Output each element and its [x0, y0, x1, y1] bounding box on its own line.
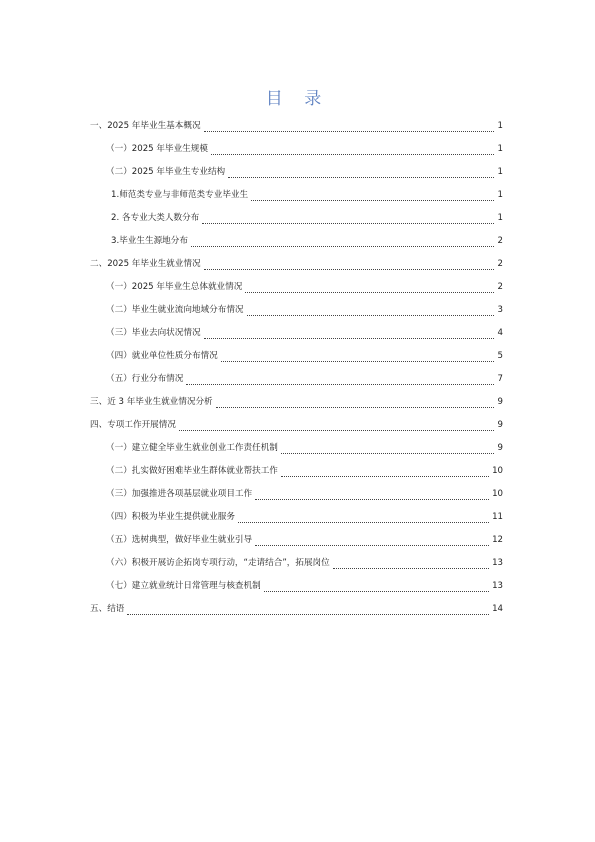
toc-entry-text: （一）2025 年毕业生规模 — [106, 144, 208, 154]
dot-leader — [216, 406, 494, 408]
toc-entry-page-number: 4 — [497, 328, 503, 338]
toc-entry-page-number: 2 — [497, 236, 503, 246]
table-of-contents — [90, 116, 503, 622]
dot-leader — [281, 452, 494, 454]
toc-entry-page-number: 9 — [497, 420, 503, 430]
toc-entry[interactable] — [90, 185, 503, 208]
toc-entry-page-number: 13 — [492, 558, 503, 568]
toc-entry[interactable] — [90, 576, 503, 599]
dot-leader — [255, 498, 489, 500]
toc-entry-page-number: 2 — [497, 259, 503, 269]
dot-leader — [179, 429, 494, 431]
dot-leader — [238, 521, 489, 523]
toc-entry-text: （二）2025 年毕业生专业结构 — [106, 167, 226, 177]
toc-entry-text: 二、2025 年毕业生就业情况 — [90, 259, 201, 269]
toc-entry-text: （一）建立健全毕业生就业创业工作责任机制 — [106, 443, 278, 453]
toc-entry-page-number: 5 — [497, 351, 503, 361]
dot-leader — [204, 337, 494, 339]
toc-entry-page-number: 13 — [492, 581, 503, 591]
toc-entry-text: 2. 各专业大类人数分布 — [111, 213, 200, 223]
dot-leader — [191, 245, 494, 247]
toc-entry-text: （一）2025 年毕业生总体就业情况 — [106, 282, 243, 292]
dot-leader — [211, 153, 494, 155]
toc-entry-text: 1.师范类专业与非师范类专业毕业生 — [111, 190, 249, 200]
toc-entry-text: （五）选树典型，做好毕业生就业引导 — [106, 535, 253, 545]
toc-entry[interactable] — [90, 208, 503, 231]
dot-leader — [127, 613, 489, 615]
toc-entry-page-number: 3 — [497, 305, 503, 315]
toc-entry-text: （五）行业分布情况 — [106, 374, 184, 384]
toc-entry[interactable] — [90, 530, 503, 553]
toc-entry-text: 五、结语 — [90, 604, 125, 614]
toc-entry[interactable] — [90, 254, 503, 277]
toc-entry-page-number: 14 — [492, 604, 503, 614]
toc-entry-page-number: 1 — [497, 190, 503, 200]
toc-entry-page-number: 1 — [497, 121, 503, 131]
toc-entry[interactable] — [90, 438, 503, 461]
toc-entry-text: （四）积极为毕业生提供就业服务 — [106, 512, 235, 522]
dot-leader — [202, 222, 494, 224]
toc-entry[interactable] — [90, 139, 503, 162]
toc-entry-page-number: 9 — [497, 397, 503, 407]
toc-entry-page-number: 1 — [497, 213, 503, 223]
toc-title: 目 录 — [265, 89, 330, 109]
toc-entry-page-number: 12 — [492, 535, 503, 545]
toc-entry-text: （二）毕业生就业流向地域分布情况 — [106, 305, 244, 315]
toc-entry[interactable] — [90, 277, 503, 300]
dot-leader — [228, 176, 494, 178]
toc-entry-text: 一、2025 年毕业生基本概况 — [90, 121, 201, 131]
toc-entry-text: （七）建立就业统计日常管理与核查机制 — [106, 581, 261, 591]
toc-entry-page-number: 2 — [497, 282, 503, 292]
toc-entry-page-number: 7 — [497, 374, 503, 384]
dot-leader — [221, 360, 494, 362]
toc-entry-page-number: 9 — [497, 443, 503, 453]
dot-leader — [247, 314, 494, 316]
dot-leader — [245, 291, 494, 293]
toc-entry-page-number: 10 — [492, 466, 503, 476]
toc-entry[interactable] — [90, 553, 503, 576]
dot-leader — [251, 199, 494, 201]
toc-entry-page-number: 11 — [492, 512, 503, 522]
toc-entry-text: （三）毕业去向状况情况 — [106, 328, 201, 338]
toc-entry[interactable] — [90, 369, 503, 392]
toc-entry[interactable] — [90, 461, 503, 484]
toc-entry[interactable] — [90, 300, 503, 323]
toc-entry[interactable] — [90, 162, 503, 185]
toc-entry-page-number: 1 — [497, 144, 503, 154]
toc-entry-page-number: 10 — [492, 489, 503, 499]
toc-entry-text: 四、专项工作开展情况 — [90, 420, 176, 430]
toc-entry-text: （四）就业单位性质分布情况 — [106, 351, 218, 361]
toc-entry[interactable] — [90, 392, 503, 415]
toc-entry[interactable] — [90, 484, 503, 507]
dot-leader — [204, 268, 494, 270]
dot-leader — [333, 567, 489, 569]
dot-leader — [281, 475, 489, 477]
toc-entry[interactable] — [90, 116, 503, 139]
dot-leader — [204, 130, 494, 132]
dot-leader — [264, 590, 489, 592]
toc-entry-text: （六）积极开展访企拓岗专项行动，“走请结合”，拓展岗位 — [106, 558, 330, 568]
toc-entry[interactable] — [90, 231, 503, 254]
toc-entry[interactable] — [90, 507, 503, 530]
dot-leader — [186, 383, 494, 385]
toc-entry[interactable] — [90, 599, 503, 622]
toc-entry-page-number: 1 — [497, 167, 503, 177]
dot-leader — [255, 544, 489, 546]
toc-entry[interactable] — [90, 346, 503, 369]
toc-entry[interactable] — [90, 323, 503, 346]
toc-entry-text: （三）加强推进各项基层就业项目工作 — [106, 489, 253, 499]
toc-entry-text: （二）扎实做好困难毕业生群体就业帮扶工作 — [106, 466, 278, 476]
toc-entry-text: 3.毕业生生源地分布 — [111, 236, 188, 246]
toc-entry-text: 三、近 3 年毕业生就业情况分析 — [90, 397, 213, 407]
toc-entry[interactable] — [90, 415, 503, 438]
